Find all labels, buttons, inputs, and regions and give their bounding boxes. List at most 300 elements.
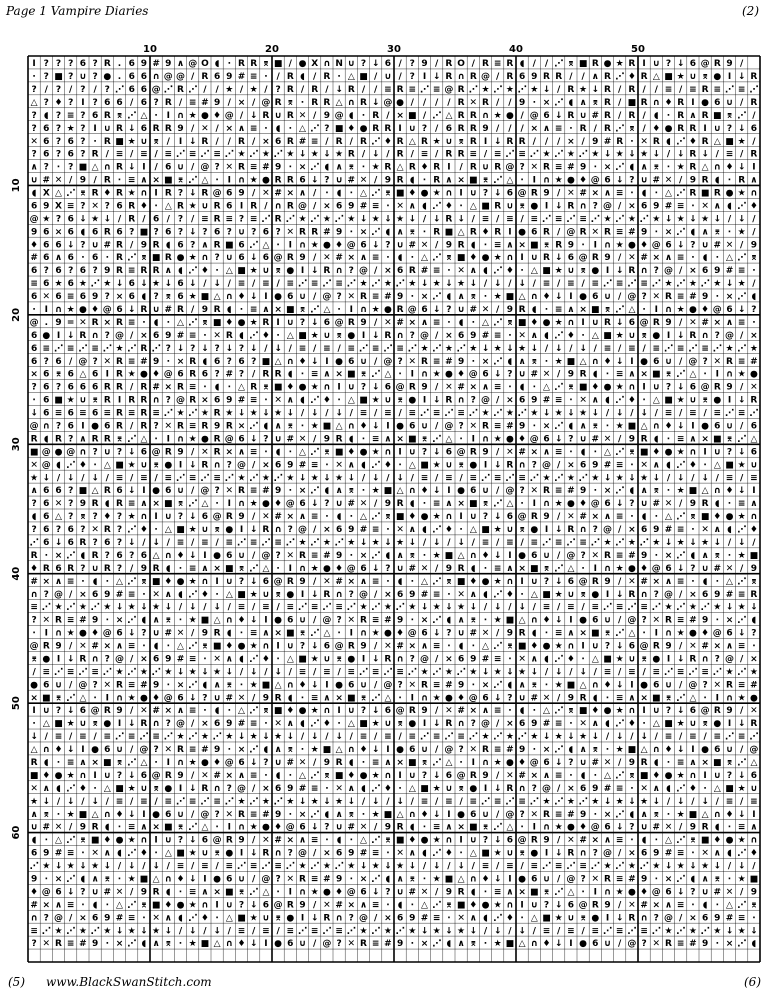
stitch-symbol: △ xyxy=(445,434,452,444)
stitch-symbol: ∩ xyxy=(140,836,147,846)
stitch-symbol: × xyxy=(91,758,99,768)
stitch-symbol: ♦ xyxy=(237,616,245,626)
stitch-symbol: # xyxy=(628,875,636,885)
stitch-symbol: ≡ xyxy=(616,693,624,703)
stitch-symbol: ∪ xyxy=(640,823,647,833)
stitch-symbol: ↓ xyxy=(433,538,441,548)
stitch-symbol: ★ xyxy=(103,279,111,289)
stitch-symbol: I xyxy=(301,266,304,276)
stitch-symbol: / xyxy=(496,214,500,224)
stitch-symbol: ≡ xyxy=(506,214,514,224)
stitch-symbol: ● xyxy=(640,680,648,690)
stitch-symbol: ≡ xyxy=(445,797,453,807)
stitch-symbol: ⋰ xyxy=(66,189,75,199)
stitch-symbol: ★ xyxy=(506,732,514,742)
stitch-symbol: 6 xyxy=(177,370,183,380)
stitch-symbol: ● xyxy=(360,447,368,457)
stitch-symbol: ↓ xyxy=(738,396,746,406)
stitch-symbol: R xyxy=(177,201,184,211)
stitch-symbol: 6 xyxy=(482,693,488,703)
stitch-symbol: ⌆ xyxy=(445,900,453,910)
stitch-symbol: ♦ xyxy=(79,460,87,470)
stitch-symbol: ∙ xyxy=(484,887,487,897)
stitch-symbol: / xyxy=(69,642,73,652)
stitch-symbol: ✕ xyxy=(360,823,368,833)
stitch-symbol: ⌆ xyxy=(750,900,758,910)
stitch-symbol: ● xyxy=(396,745,404,755)
stitch-symbol: / xyxy=(618,111,622,121)
stitch-symbol: ⋰ xyxy=(127,667,136,677)
stitch-symbol: ⋰ xyxy=(310,163,319,173)
stitch-symbol: / xyxy=(618,849,622,859)
stitch-symbol: ? xyxy=(324,823,329,833)
stitch-symbol: ? xyxy=(92,266,97,276)
stitch-symbol: ⋅ xyxy=(606,422,609,432)
stitch-symbol: ◖ xyxy=(447,292,452,302)
stitch-symbol: ★ xyxy=(530,732,538,742)
stitch-symbol: ⋰ xyxy=(737,939,746,949)
stitch-symbol: ≡ xyxy=(250,810,258,820)
stitch-symbol: ⋅ xyxy=(167,642,170,652)
stitch-symbol: ∩ xyxy=(91,331,98,341)
stitch-symbol: ● xyxy=(750,370,758,380)
stitch-symbol: ⋰ xyxy=(66,784,75,794)
stitch-symbol: ★ xyxy=(91,214,99,224)
stitch-symbol: 6 xyxy=(31,266,37,276)
stitch-symbol: ■ xyxy=(225,240,234,250)
stitch-symbol: × xyxy=(262,784,270,794)
stitch-symbol: ⋅ xyxy=(459,758,462,768)
stitch-symbol: ⌆ xyxy=(360,693,368,703)
stitch-symbol: ≡ xyxy=(616,784,624,794)
stitch-symbol: R xyxy=(458,150,465,160)
stitch-symbol: / xyxy=(642,111,646,121)
stitch-symbol: ✕ xyxy=(421,887,429,897)
stitch-symbol: ★ xyxy=(530,85,538,95)
stitch-symbol: ⋅ xyxy=(362,163,365,173)
stitch-symbol: / xyxy=(581,72,585,82)
stitch-symbol: 6 xyxy=(665,240,671,250)
stitch-symbol: ∧ xyxy=(348,784,355,794)
stitch-symbol: ≡ xyxy=(616,512,624,522)
stitch-symbol: ♦ xyxy=(237,292,245,302)
stitch-symbol: ■ xyxy=(152,253,161,263)
stitch-symbol: ★ xyxy=(396,538,404,548)
stitch-symbol: ∙ xyxy=(45,875,48,885)
stitch-symbol: ∙ xyxy=(447,642,450,652)
stitch-symbol: ◖ xyxy=(715,499,720,509)
stitch-symbol: ∩ xyxy=(201,253,208,263)
stitch-symbol: ∧ xyxy=(396,227,403,237)
stitch-symbol: / xyxy=(740,473,744,483)
stitch-symbol: ? xyxy=(568,434,573,444)
stitch-symbol: R xyxy=(201,460,208,470)
stitch-symbol: I xyxy=(459,512,462,522)
stitch-symbol: @ xyxy=(103,305,112,315)
stitch-symbol: × xyxy=(421,616,429,626)
stitch-symbol: ⌆ xyxy=(482,176,490,186)
stitch-symbol: R xyxy=(226,331,233,341)
stitch-symbol: / xyxy=(142,538,146,548)
stitch-symbol: / xyxy=(203,603,207,613)
stitch-symbol: ■ xyxy=(420,460,429,470)
stitch-symbol: ⋰ xyxy=(249,473,258,483)
stitch-symbol: ⋰ xyxy=(432,253,441,263)
stitch-symbol: ≡ xyxy=(555,629,563,639)
stitch-symbol: ∧ xyxy=(409,201,416,211)
stitch-symbol: / xyxy=(557,693,561,703)
stitch-symbol: 9 xyxy=(238,836,244,846)
stitch-symbol: 6 xyxy=(165,163,171,173)
stitch-symbol: ★ xyxy=(372,810,380,820)
stitch-symbol: X xyxy=(55,201,62,211)
stitch-symbol: ⋰ xyxy=(396,926,405,936)
stitch-symbol: ↓ xyxy=(433,719,441,729)
stitch-symbol: ⋰ xyxy=(469,85,478,95)
stitch-symbol: ≡ xyxy=(738,85,746,95)
stitch-symbol: R xyxy=(92,499,99,509)
stitch-symbol: ≡ xyxy=(677,758,685,768)
stitch-symbol: ★ xyxy=(189,292,197,302)
stitch-symbol: ■ xyxy=(408,111,417,121)
stitch-symbol: # xyxy=(201,745,209,755)
stitch-symbol: ? xyxy=(214,486,219,496)
stitch-symbol: ∙ xyxy=(472,357,475,367)
stitch-symbol: 9 xyxy=(702,939,708,949)
stitch-symbol: ★ xyxy=(616,473,624,483)
stitch-symbol: ≡ xyxy=(189,797,197,807)
stitch-symbol: ⋰ xyxy=(676,512,685,522)
stitch-symbol: R xyxy=(262,525,269,535)
stitch-symbol: ↓ xyxy=(213,279,221,289)
stitch-symbol: ≡ xyxy=(616,227,624,237)
stitch-symbol: ? xyxy=(275,875,280,885)
stitch-symbol: ↓ xyxy=(30,409,38,419)
stitch-symbol: R xyxy=(348,150,355,160)
stitch-symbol: ● xyxy=(347,331,355,341)
stitch-symbol: / xyxy=(215,85,219,95)
stitch-symbol: ↓ xyxy=(372,745,380,755)
stitch-symbol: ★ xyxy=(408,279,416,289)
stitch-symbol: ≡ xyxy=(226,538,234,548)
stitch-symbol: ≡ xyxy=(445,473,453,483)
stitch-symbol: ⋰ xyxy=(66,836,75,846)
stitch-symbol: ↓ xyxy=(67,797,75,807)
stitch-symbol: △ xyxy=(665,512,672,522)
stitch-symbol: R xyxy=(506,72,513,82)
stitch-symbol: 9 xyxy=(482,447,488,457)
stitch-symbol: ● xyxy=(408,719,416,729)
stitch-symbol: / xyxy=(386,150,390,160)
stitch-symbol: ≡ xyxy=(409,409,417,419)
stitch-symbol: / xyxy=(752,214,756,224)
stitch-symbol: # xyxy=(323,875,331,885)
stitch-symbol: ⌆ xyxy=(506,642,514,652)
stitch-symbol: ■ xyxy=(201,939,210,949)
stitch-symbol: / xyxy=(630,409,634,419)
stitch-symbol: ∙ xyxy=(606,693,609,703)
stitch-symbol: 6 xyxy=(177,240,183,250)
stitch-symbol: I xyxy=(106,693,109,703)
stitch-symbol: ∪ xyxy=(518,693,525,703)
stitch-symbol: ⋰ xyxy=(591,214,600,224)
stitch-symbol: ∙ xyxy=(350,551,353,561)
stitch-symbol: ? xyxy=(275,551,280,561)
stitch-symbol: / xyxy=(472,538,476,548)
stitch-symbol: ⋅ xyxy=(386,849,389,859)
stitch-symbol: R xyxy=(201,784,208,794)
stitch-symbol: ∙ xyxy=(142,642,145,652)
stitch-symbol: ⌆ xyxy=(335,654,343,664)
stitch-symbol: 6 xyxy=(43,499,49,509)
stitch-symbol: ? xyxy=(532,460,537,470)
stitch-symbol: ≡ xyxy=(128,318,136,328)
stitch-symbol: / xyxy=(362,797,366,807)
stitch-symbol: ⌆ xyxy=(628,771,636,781)
stitch-symbol: ⋰ xyxy=(579,797,588,807)
stitch-symbol: ★ xyxy=(738,460,746,470)
stitch-symbol: ↓ xyxy=(189,137,197,147)
stitch-symbol: ∪ xyxy=(299,616,306,626)
stitch-symbol: ∪ xyxy=(335,176,342,186)
stitch-symbol: # xyxy=(543,396,551,406)
stitch-symbol: ↓ xyxy=(689,538,697,548)
stitch-symbol: I xyxy=(325,680,328,690)
stitch-symbol: R xyxy=(238,163,245,173)
stitch-symbol: / xyxy=(679,318,683,328)
stitch-symbol: ≡ xyxy=(457,409,465,419)
stitch-symbol: / xyxy=(508,603,512,613)
stitch-symbol: ⋰ xyxy=(310,810,319,820)
stitch-symbol: ∪ xyxy=(213,693,220,703)
stitch-symbol: ✕ xyxy=(653,292,661,302)
stitch-symbol: ♦ xyxy=(384,784,392,794)
stitch-symbol: I xyxy=(142,163,145,173)
stitch-symbol: 6 xyxy=(702,913,708,923)
stitch-symbol: 9 xyxy=(385,499,391,509)
stitch-symbol: ★ xyxy=(579,85,587,95)
stitch-symbol: ● xyxy=(238,642,246,652)
stitch-symbol: ≡ xyxy=(665,409,673,419)
stitch-symbol: / xyxy=(69,680,73,690)
stitch-symbol: ≡ xyxy=(201,214,209,224)
stitch-symbol: ∙ xyxy=(423,823,426,833)
stitch-symbol: × xyxy=(482,680,490,690)
stitch-symbol: ∪ xyxy=(238,551,245,561)
stitch-symbol: I xyxy=(728,72,731,82)
stitch-symbol: ⋰ xyxy=(371,603,380,613)
stitch-symbol: ? xyxy=(471,396,476,406)
stitch-symbol: / xyxy=(557,227,561,237)
stitch-symbol: ⌆ xyxy=(482,499,490,509)
stitch-symbol: ● xyxy=(335,680,343,690)
stitch-symbol: @ xyxy=(213,512,222,522)
stitch-symbol: ★ xyxy=(433,512,441,522)
stitch-symbol: ∧ xyxy=(140,176,147,186)
stitch-symbol: ✕ xyxy=(701,201,709,211)
stitch-symbol: 6 xyxy=(543,758,549,768)
stitch-symbol: ↓ xyxy=(372,383,380,393)
stitch-symbol: ● xyxy=(457,810,465,820)
stitch-symbol: 6 xyxy=(519,396,525,406)
stitch-symbol: @ xyxy=(579,577,588,587)
stitch-symbol: O xyxy=(457,59,465,69)
stitch-symbol: # xyxy=(726,913,734,923)
stitch-symbol: ● xyxy=(201,111,209,121)
stitch-symbol: × xyxy=(360,875,368,885)
stitch-symbol: ↓ xyxy=(604,473,612,483)
stitch-symbol: / xyxy=(130,473,134,483)
stitch-symbol: × xyxy=(531,124,539,134)
stitch-symbol: ≡ xyxy=(116,150,124,160)
stitch-symbol: ∪ xyxy=(140,460,147,470)
stitch-symbol: × xyxy=(518,240,526,250)
stitch-symbol: ⋅ xyxy=(106,577,109,587)
stitch-symbol: ↓ xyxy=(311,318,319,328)
stitch-symbol: R xyxy=(714,383,721,393)
stitch-symbol: ● xyxy=(42,654,50,664)
stitch-symbol: # xyxy=(653,499,661,509)
stitch-symbol: 6 xyxy=(580,460,586,470)
stitch-symbol: ↓ xyxy=(494,137,502,147)
stitch-symbol: ✕ xyxy=(226,810,234,820)
stitch-symbol: ✕ xyxy=(360,499,368,509)
stitch-symbol: ★ xyxy=(738,603,746,613)
stitch-symbol: R xyxy=(604,111,611,121)
stitch-symbol: 6 xyxy=(263,577,269,587)
stitch-symbol: I xyxy=(630,357,633,367)
stitch-symbol: 6 xyxy=(385,383,391,393)
stitch-symbol: / xyxy=(93,85,97,95)
stitch-symbol: 9 xyxy=(421,383,427,393)
stitch-symbol: △ xyxy=(689,693,696,703)
stitch-symbol: / xyxy=(618,292,622,302)
stitch-symbol: ★ xyxy=(250,642,258,652)
stitch-symbol: ◖ xyxy=(203,357,208,367)
stitch-symbol: ★ xyxy=(494,667,502,677)
stitch-symbol: ∧ xyxy=(470,913,477,923)
stitch-symbol: ⋅ xyxy=(337,305,340,315)
stitch-symbol: ∪ xyxy=(348,383,355,393)
stitch-symbol: ★ xyxy=(384,603,392,613)
stitch-symbol: ★ xyxy=(311,654,319,664)
stitch-symbol: R xyxy=(458,98,465,108)
stitch-symbol: ✕ xyxy=(55,499,63,509)
stitch-symbol: ● xyxy=(225,849,233,859)
stitch-symbol: 6 xyxy=(299,823,305,833)
stitch-symbol: ⋰ xyxy=(493,823,502,833)
stitch-symbol: ⋰ xyxy=(554,564,563,574)
stitch-symbol: ⋅ xyxy=(655,512,658,522)
stitch-symbol: ∧ xyxy=(140,499,147,509)
stitch-symbol: ✕ xyxy=(640,784,648,794)
stitch-symbol: ⋰ xyxy=(188,590,197,600)
stitch-symbol: × xyxy=(396,434,404,444)
stitch-symbol: ⋰ xyxy=(518,85,527,95)
stitch-symbol: @ xyxy=(322,939,331,949)
stitch-symbol: ⋰ xyxy=(615,396,624,406)
stitch-symbol: ⋅ xyxy=(447,266,450,276)
stitch-symbol: ∧ xyxy=(567,629,574,639)
stitch-symbol: ↓ xyxy=(201,344,209,354)
stitch-symbol: / xyxy=(167,137,171,147)
stitch-symbol: ↓ xyxy=(494,370,502,380)
stitch-symbol: / xyxy=(252,460,256,470)
stitch-symbol: ♦ xyxy=(420,486,428,496)
stitch-symbol: 6 xyxy=(202,836,208,846)
stitch-symbol: ♦ xyxy=(640,887,648,897)
stitch-symbol: @ xyxy=(188,59,197,69)
stitch-symbol: / xyxy=(228,137,232,147)
stitch-symbol: ⋅ xyxy=(630,137,633,147)
stitch-symbol: × xyxy=(689,590,697,600)
stitch-symbol: ★ xyxy=(311,240,319,250)
stitch-symbol: 6 xyxy=(68,137,74,147)
stitch-symbol: / xyxy=(325,85,329,95)
stitch-symbol: ● xyxy=(591,266,599,276)
stitch-symbol: / xyxy=(667,473,671,483)
stitch-symbol: ? xyxy=(178,227,183,237)
stitch-symbol: ∪ xyxy=(531,900,538,910)
stitch-symbol: ≡ xyxy=(384,85,392,95)
stitch-symbol: # xyxy=(335,253,343,263)
stitch-symbol: ⋅ xyxy=(228,383,231,393)
stitch-symbol: ★ xyxy=(128,836,136,846)
stitch-symbol: / xyxy=(130,240,134,250)
stitch-symbol: ∧ xyxy=(91,875,98,885)
stitch-symbol: ∙ xyxy=(301,693,304,703)
stitch-symbol: ⋰ xyxy=(249,564,258,574)
stitch-symbol: ★ xyxy=(738,784,746,794)
stitch-symbol: ⌆ xyxy=(579,590,587,600)
stitch-symbol: ◖ xyxy=(593,370,598,380)
stitch-symbol: ∩ xyxy=(482,434,489,444)
stitch-symbol: R xyxy=(104,111,111,121)
stitch-symbol: 6 xyxy=(116,486,122,496)
stitch-symbol: ⋰ xyxy=(725,409,734,419)
stitch-symbol: R xyxy=(580,124,587,134)
stitch-symbol: ∙ xyxy=(581,331,584,341)
stitch-symbol: ★ xyxy=(457,279,465,289)
stitch-symbol: ↓ xyxy=(262,732,270,742)
stitch-symbol: / xyxy=(557,460,561,470)
stitch-symbol: ↓ xyxy=(616,176,624,186)
stitch-symbol: ⋅ xyxy=(691,849,694,859)
stitch-symbol: # xyxy=(653,823,661,833)
stitch-symbol: # xyxy=(274,512,282,522)
stitch-symbol: △ xyxy=(165,525,172,535)
stitch-symbol: ∪ xyxy=(55,680,62,690)
stitch-symbol: I xyxy=(337,706,340,716)
stitch-symbol: ✕ xyxy=(445,706,453,716)
stitch-symbol: ◖ xyxy=(325,163,330,173)
stitch-symbol: I xyxy=(215,577,218,587)
stitch-symbol: / xyxy=(301,85,305,95)
stitch-symbol: / xyxy=(642,85,646,95)
stitch-symbol: △ xyxy=(92,810,99,820)
stitch-symbol: ↓ xyxy=(396,473,404,483)
stitch-symbol: ∙ xyxy=(362,111,365,121)
stitch-symbol: ⋰ xyxy=(701,926,710,936)
stitch-symbol: ⋰ xyxy=(200,150,209,160)
stitch-symbol: R xyxy=(397,305,404,315)
stitch-symbol: ↓ xyxy=(372,473,380,483)
stitch-symbol: ∪ xyxy=(604,939,611,949)
stitch-symbol: ? xyxy=(190,240,195,250)
stitch-symbol: ⋰ xyxy=(737,525,746,535)
stitch-symbol: △ xyxy=(79,370,86,380)
stitch-symbol: @ xyxy=(78,680,87,690)
